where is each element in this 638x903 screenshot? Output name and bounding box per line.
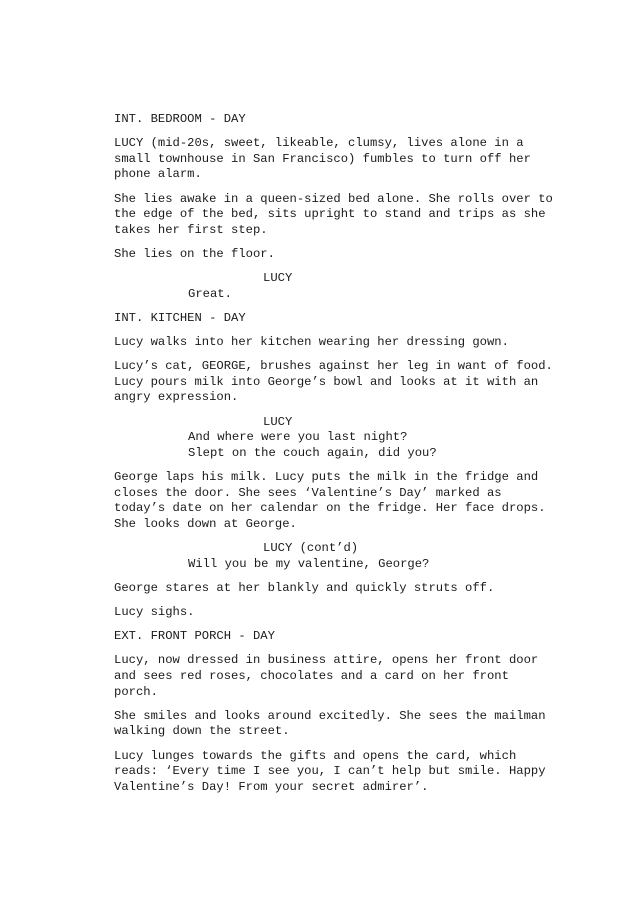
dialogue-line: Will you be my valentine, George? xyxy=(188,556,430,571)
action-paragraph xyxy=(114,605,584,621)
dialogue-block xyxy=(114,271,584,302)
character-cue: LUCY xyxy=(263,271,293,286)
action-paragraph xyxy=(114,247,584,263)
scene-heading-text: EXT. FRONT PORCH - DAY xyxy=(114,629,275,644)
action-line: porch. xyxy=(114,684,158,699)
dialogue-line: Slept on the couch again, did you? xyxy=(188,445,437,460)
action-line: George laps his milk. Lucy puts the milk in the fridge and xyxy=(114,470,539,485)
action-paragraph xyxy=(114,709,584,740)
scene-heading xyxy=(114,112,584,128)
screenplay-body xyxy=(114,112,584,804)
action-paragraph xyxy=(114,136,584,183)
character-cue: LUCY xyxy=(263,414,293,429)
action-line: the edge of the bed, sits upright to stand and trips as she xyxy=(114,207,546,222)
dialogue-block xyxy=(114,541,584,572)
action-line: angry expression. xyxy=(114,390,239,405)
action-line: Lucy sighs. xyxy=(114,604,195,619)
action-paragraph xyxy=(114,192,584,239)
dialogue-line: And where were you last night? xyxy=(188,430,408,445)
action-line: Valentine’s Day! From your secret admirer’. xyxy=(114,779,429,794)
action-line: takes her first step. xyxy=(114,222,268,237)
action-paragraph xyxy=(114,470,584,532)
action-line: and sees red roses, chocolates and a card on her front xyxy=(114,668,509,683)
action-line: She looks down at George. xyxy=(114,516,297,531)
action-line: She lies awake in a queen-sized bed alone. She rolls over to xyxy=(114,191,553,206)
action-paragraph xyxy=(114,359,584,406)
scene-heading xyxy=(114,629,584,645)
action-line: Lucy walks into her kitchen wearing her dressing gown. xyxy=(114,335,509,350)
dialogue-block xyxy=(114,415,584,462)
scene-heading-text: INT. KITCHEN - DAY xyxy=(114,310,246,325)
scene-heading xyxy=(114,311,584,327)
action-line: She lies on the floor. xyxy=(114,246,275,261)
character-cue: LUCY (cont’d) xyxy=(263,541,359,555)
action-line: walking down the street. xyxy=(114,724,290,739)
action-line: phone alarm. xyxy=(114,167,202,182)
action-line: LUCY (mid-20s, sweet, likeable, clumsy, lives alone in a xyxy=(114,136,524,151)
dialogue-line: Great. xyxy=(188,286,232,301)
action-line: Lucy’s cat, GEORGE, brushes against her leg in want of food. xyxy=(114,359,553,374)
scene-heading-text: INT. BEDROOM - DAY xyxy=(114,112,246,126)
action-paragraph xyxy=(114,653,584,700)
action-line: George stares at her blankly and quickly struts off. xyxy=(114,580,495,595)
action-line: Lucy pours milk into George’s bowl and looks at it with an xyxy=(114,374,539,389)
action-line: small townhouse in San Francisco) fumbles to turn off her xyxy=(114,151,531,166)
action-line: today’s date on her calendar on the fridge. Her face drops. xyxy=(114,501,546,516)
action-line: Lucy lunges towards the gifts and opens the card, which xyxy=(114,748,517,763)
action-line: She smiles and looks around excitedly. She sees the mailman xyxy=(114,708,546,723)
action-line: closes the door. She sees ‘Valentine’s Day’ marked as xyxy=(114,485,502,500)
action-paragraph xyxy=(114,581,584,597)
action-paragraph xyxy=(114,335,584,351)
action-line: Lucy, now dressed in business attire, opens her front door xyxy=(114,653,539,668)
action-paragraph xyxy=(114,749,584,796)
action-line: reads: ‘Every time I see you, I can’t help but smile. Happy xyxy=(114,764,546,779)
